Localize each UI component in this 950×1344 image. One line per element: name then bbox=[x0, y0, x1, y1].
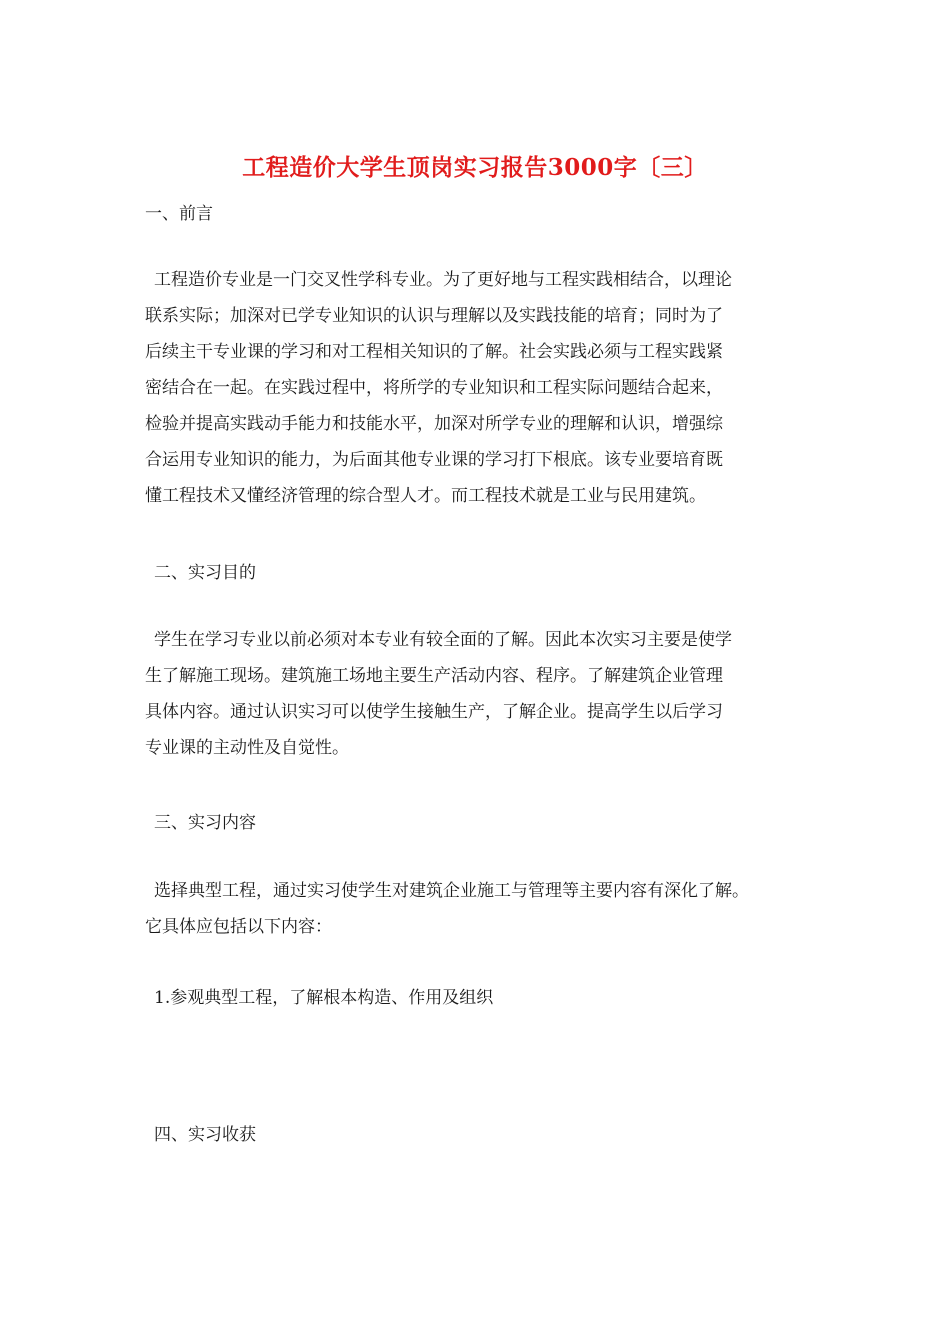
section-heading-1 bbox=[145, 196, 825, 232]
paragraph-line: 它具体应包括以下内容： bbox=[145, 917, 332, 937]
heading-text: 二、实习目的 bbox=[154, 563, 256, 583]
paragraph-line: 懂工程技术又懂经济管理的综合型人才。而工程技术就是工业与民用建筑。 bbox=[145, 486, 706, 506]
section-3-list-item bbox=[145, 980, 825, 1016]
paragraph-line: 选择典型工程，通过实习使学生对建筑企业施工与管理等主要内容有深化了解。 bbox=[154, 881, 749, 901]
paragraph-line: 合运用专业知识的能力，为后面其他专业课的学习打下根底。该专业要培育既 bbox=[145, 450, 723, 470]
paragraph-line: 联系实际；加深对已学专业知识的认识与理解以及实践技能的培育；同时为了 bbox=[145, 306, 723, 326]
paragraph-line: 学生在学习专业以前必须对本专业有较全面的了解。因此本次实习主要是使学 bbox=[154, 630, 732, 650]
section-1-paragraph bbox=[145, 262, 825, 514]
section-2-paragraph bbox=[145, 622, 825, 766]
heading-text: 三、实习内容 bbox=[154, 813, 256, 833]
document-title: 工程造价大学生顶岗实习报告3000字〔三〕 bbox=[242, 154, 708, 181]
paragraph-line: 专业课的主动性及自觉性。 bbox=[145, 738, 349, 758]
paragraph-line: 密结合在一起。在实践过程中，将所学的专业知识和工程实际问题结合起来， bbox=[145, 378, 723, 398]
section-3-paragraph bbox=[145, 873, 825, 945]
section-heading-4 bbox=[145, 1117, 825, 1153]
section-heading-3 bbox=[145, 805, 825, 841]
paragraph-line: 具体内容。通过认识实习可以使学生接触生产，了解企业。提高学生以后学习 bbox=[145, 702, 723, 722]
paragraph-line: 生了解施工现场。建筑施工场地主要生产活动内容、程序。了解建筑企业管理 bbox=[145, 666, 723, 686]
paragraph-line: 后续主干专业课的学习和对工程相关知识的了解。社会实践必须与工程实践紧 bbox=[145, 342, 723, 362]
heading-text: 一、前言 bbox=[145, 204, 213, 224]
section-heading-2 bbox=[145, 555, 825, 591]
heading-text: 四、实习收获 bbox=[154, 1125, 256, 1145]
paragraph-line: 检验并提高实践动手能力和技能水平，加深对所学专业的理解和认识，增强综 bbox=[145, 414, 723, 434]
list-item: 1.参观典型工程，了解根本构造、作用及组织 bbox=[154, 988, 494, 1008]
paragraph-line: 工程造价专业是一门交叉性学科专业。为了更好地与工程实践相结合，以理论 bbox=[154, 270, 732, 290]
